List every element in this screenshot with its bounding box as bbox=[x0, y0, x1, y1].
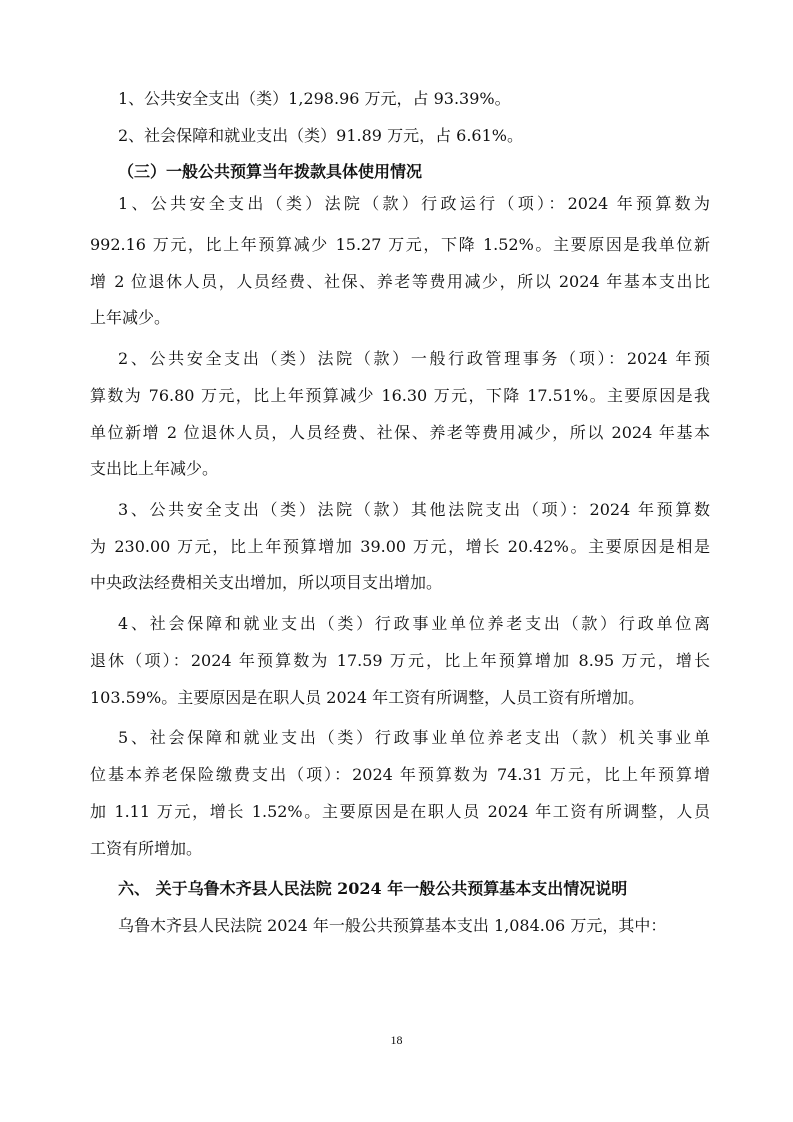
page-number: 18 bbox=[390, 1033, 403, 1047]
paragraph-line: 1、公共安全支出（类）法院（款）行政运行（项）：2024 年预算数为 bbox=[118, 194, 710, 213]
paragraph-line: 加 1.11 万元，增长 1.52%。主要原因是在职人员 2024 年工资有所调整，人员 bbox=[90, 802, 710, 821]
paragraph-line: 支出比上年减少。 bbox=[90, 459, 219, 478]
paragraph-line: 5、社会保障和就业支出（类）行政事业单位养老支出（款）机关事业单 bbox=[118, 728, 710, 747]
paragraph-line: 算数为 76.80 万元，比上年预算减少 16.30 万元，下降 17.51%。主要原因是我 bbox=[90, 386, 710, 405]
paragraph-line: 位基本养老保险缴费支出（项）：2024 年预算数为 74.31 万元，比上年预算增 bbox=[90, 765, 710, 784]
paragraph-line: 中央政法经费相关支出增加，所以项目支出增加。 bbox=[90, 573, 443, 592]
paragraph-line: 为 230.00 万元，比上年预算增加 39.00 万元，增长 20.42%。主要原因是相是 bbox=[90, 537, 710, 556]
paragraph-line: 3、公共安全支出（类）法院（款）其他法院支出（项）：2024 年预算数 bbox=[118, 500, 710, 519]
paragraph-line: 乌鲁木齐县人民法院 2024 年一般公共预算基本支出 1,084.06 万元，其中： bbox=[118, 916, 667, 935]
paragraph-line: 103.59%。主要原因是在职人员 2024 年工资有所调整，人员工资有所增加。 bbox=[90, 688, 645, 707]
paragraph-line: 退休（项）：2024 年预算数为 17.59 万元，比上年预算增加 8.95 万元，增长 bbox=[90, 651, 710, 670]
paragraph-line: 2、社会保障和就业支出（类）91.89 万元，占 6.61%。 bbox=[118, 126, 523, 145]
paragraph-line: 上年减少。 bbox=[90, 308, 171, 327]
paragraph-line: 增 2 位退休人员，人员经费、社保、养老等费用减少，所以 2024 年基本支出比 bbox=[90, 272, 710, 291]
section-heading: 六、 关于乌鲁木齐县人民法院 2024 年一般公共预算基本支出情况说明 bbox=[118, 879, 628, 898]
paragraph-line: 工资有所增加。 bbox=[90, 839, 203, 858]
paragraph-line: 992.16 万元，比上年预算减少 15.27 万元，下降 1.52%。主要原因是我单位新 bbox=[90, 235, 710, 254]
paragraph-line: 2、公共安全支出（类）法院（款）一般行政管理事务（项）：2024 年预 bbox=[118, 349, 710, 368]
paragraph-line: 单位新增 2 位退休人员，人员经费、社保、养老等费用减少，所以 2024 年基本 bbox=[90, 423, 710, 442]
section-heading: （三）一般公共预算当年拨款具体使用情况 bbox=[118, 162, 423, 181]
paragraph-line: 4、社会保障和就业支出（类）行政事业单位养老支出（款）行政单位离 bbox=[118, 614, 710, 633]
paragraph-line: 1、公共安全支出（类）1,298.96 万元，占 93.39%。 bbox=[118, 89, 511, 108]
